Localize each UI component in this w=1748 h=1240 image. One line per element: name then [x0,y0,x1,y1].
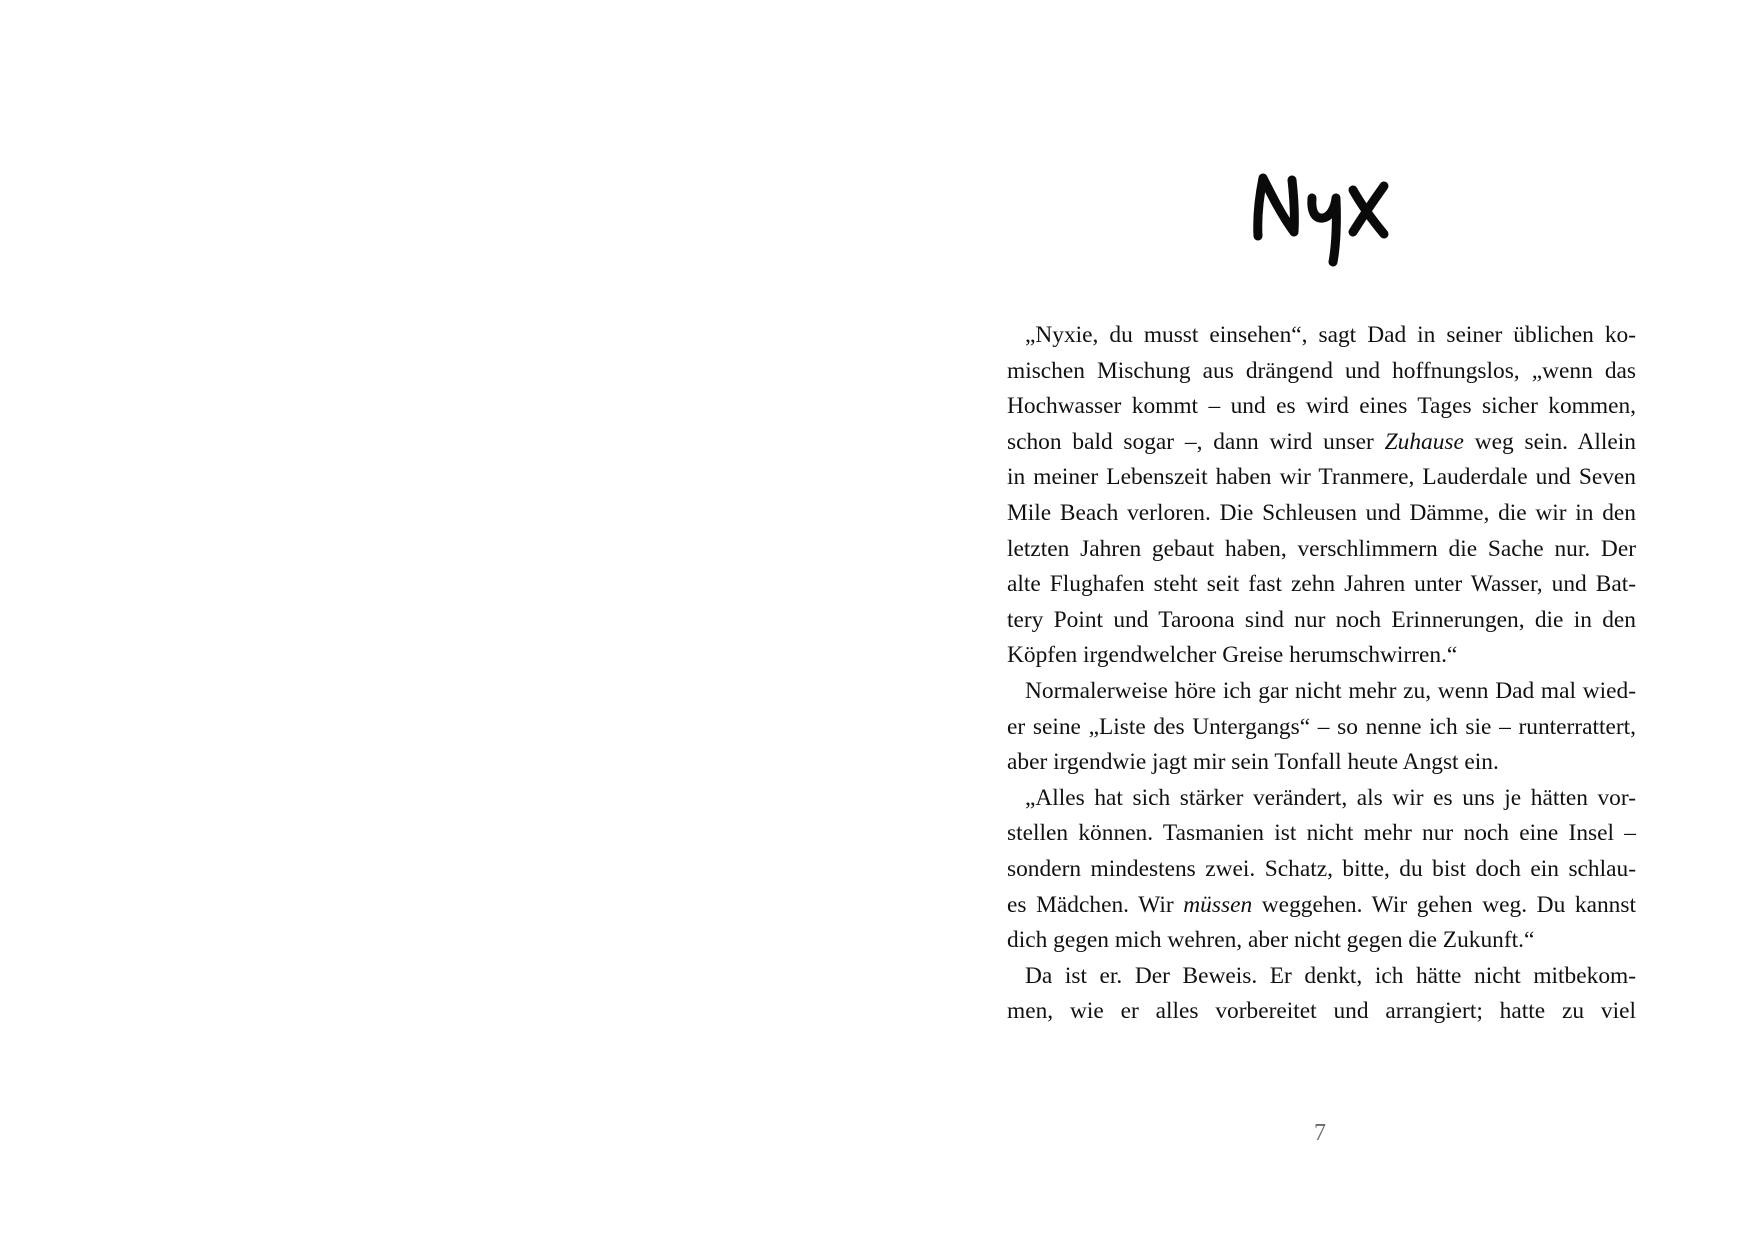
italic-word: müssen [1183,891,1253,918]
text-line: Da ist er. Der Beweis. Er denkt, ich hätte nicht mitbekom- [1025,962,1636,989]
chapter-title [1250,160,1410,270]
text-line: sondern mindestens zwei. Schatz, bitte, du bist doch ein schlau- [1007,855,1636,882]
text-line: stellen können. Tasmanien ist nicht mehr nur noch eine Insel – [1007,820,1636,847]
text-line: dich gegen mich wehren, aber nicht gegen die Zukunft.“ [1007,927,1535,954]
text-line: Mile Beach verloren. Die Schleusen und Dämme, die wir in den [1007,499,1636,526]
text-line: alte Flughafen steht seit fast zehn Jahren unter Wasser, und Bat- [1007,571,1636,598]
text-segment: weg sein. Allein [1463,428,1636,455]
text-line: in meiner Lebenszeit haben wir Tranmere, Lauderdale und Seven [1007,464,1636,491]
text-line: „Alles hat sich stärker verändert, als wir es uns je hätten vor- [1025,784,1636,811]
text-line: er seine „Liste des Untergangs“ – so nenne ich sie – runterrattert, [1007,713,1636,740]
text-line: men, wie er alles vorbereitet und arrangiert; hatte zu viel [1007,998,1636,1025]
body-text [1007,318,1636,1030]
text-line: tery Point und Taroona sind nur noch Erinnerungen, die in den [1007,606,1636,633]
text-line [1007,888,1636,924]
text-line: mischen Mischung aus drängend und hoffnungslos, „wenn das [1007,357,1636,384]
text-line: Normalerweise höre ich gar nicht mehr zu, wenn Dad mal wied- [1025,677,1636,704]
text-line: letzten Jahren gebaut haben, verschlimmern die Sache nur. Der [1007,535,1636,562]
text-line: Hochwasser kommt – und es wird eines Tages sicher kommen, [1007,393,1636,420]
text-line [1007,425,1636,461]
text-line: Köpfen irgendwelcher Greise herumschwirren.“ [1007,642,1458,669]
text-line: „Nyxie, du musst einsehen“, sagt Dad in seiner üblichen ko- [1025,322,1636,348]
italic-word: Zuhause [1384,428,1464,455]
text-segment: schon bald sogar –, dann wird unser [1007,428,1385,455]
page-number: 7 [1314,1120,1326,1146]
text-segment: es Mädchen. Wir [1007,891,1184,918]
text-segment: weggehen. Wir gehen weg. Du kannst [1252,891,1636,918]
text-line: aber irgendwie jagt mir sein Tonfall heute Angst ein. [1007,749,1499,776]
chapter-title-handwriting [1250,160,1410,270]
